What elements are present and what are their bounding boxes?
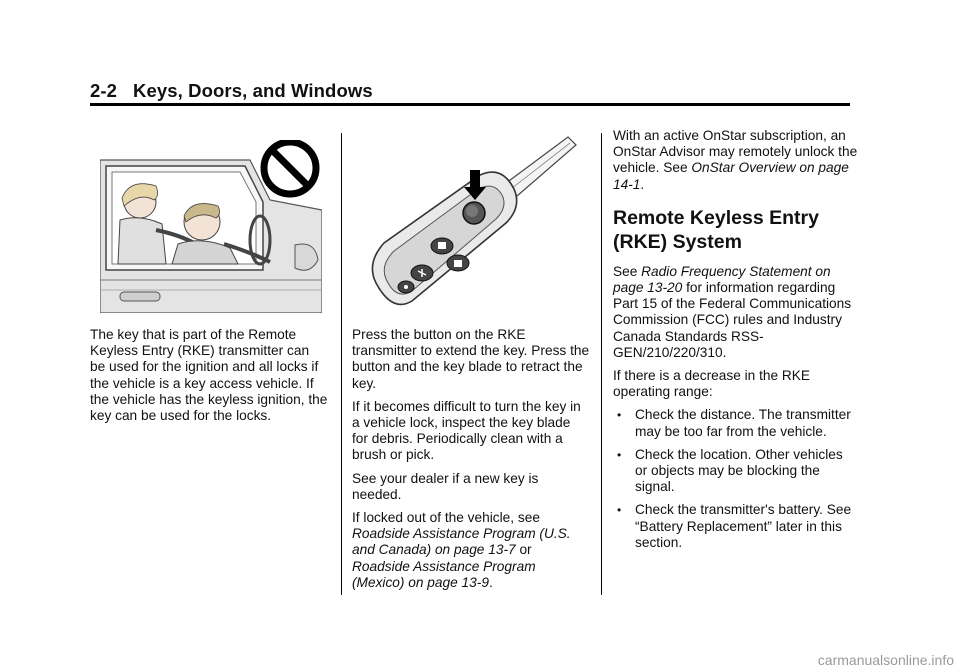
bullet-icon: • — [617, 408, 622, 423]
column-1 — [90, 327, 328, 431]
bullet-icon: • — [617, 503, 622, 518]
column-divider-left — [341, 133, 342, 595]
range-intro-paragraph: If there is a decrease in the RKE operating range: — [613, 368, 811, 400]
rke-system-heading: Remote Keyless Entry (RKE) System — [613, 206, 819, 253]
fcc-paragraph: See Radio Frequency Statement on page 13-20 for information regarding Part 15 of the Federal Communications Commission (FCC) rules and Industry Canada Standards RSS-GEN/210/220/310. — [613, 263, 852, 360]
key-description-paragraph: The key that is part of the Remote Keyless Entry (RKE) transmitter can be used for the ignition and all locks if the vehicle is a key access vehicle. If the vehicle has the keyless ignition, the key can be used for the locks. — [90, 327, 328, 424]
onstar-paragraph: With an active OnStar subscription, an OnStar Advisor may remotely unlock the vehicle. See OnStar Overview on page 14-1. — [613, 128, 858, 192]
page-header — [90, 80, 850, 102]
list-item: • Check the location. Other vehicles or objects may be blocking the signal. — [617, 446, 843, 495]
column-divider-right — [601, 133, 602, 595]
section-title: Keys, Doors, and Windows — [133, 80, 373, 101]
onstar-overview-link[interactable]: OnStar Overview on page 14-1 — [613, 160, 849, 192]
list-item: • Check the distance. The transmitter may be too far from the vehicle. — [617, 407, 851, 439]
range-checklist — [613, 407, 858, 551]
column-3 — [613, 128, 858, 558]
children-in-car-illustration — [100, 140, 322, 313]
radio-frequency-link[interactable]: Radio Frequency Statement on page 13-20 — [613, 263, 831, 296]
roadside-mexico-link[interactable]: Roadside Assistance Program (Mexico) on page 13-9 — [352, 558, 536, 590]
page-number: 2-2 — [90, 80, 118, 101]
watermark: carmanualsonline.info — [817, 652, 954, 668]
roadside-us-canada-link[interactable]: Roadside Assistance Program (U.S. and Canada) on page 13-7 — [352, 526, 571, 558]
locked-out-paragraph: If locked out of the vehicle, see Roadside Assistance Program (U.S. and Canada) on page 13-7 or Roadside Assistance Program (Mexico) on page 13-9. — [352, 510, 571, 590]
new-key-paragraph: See your dealer if a new key is needed. — [352, 470, 539, 502]
extend-key-paragraph: Press the button on the RKE transmitter to extend the key. Press the button and the key blade to retract the key. — [352, 327, 590, 391]
bullet-icon: • — [617, 447, 622, 462]
column-2 — [352, 327, 590, 598]
rke-transmitter-illustration — [362, 133, 580, 318]
debris-paragraph: If it becomes difficult to turn the key in a vehicle lock, inspect the key blade for debris. Periodically clean with a brush or pick. — [352, 398, 581, 463]
list-item: • Check the transmitter's battery. See “Battery Replacement” later in this section. — [617, 502, 852, 550]
header-rule — [90, 103, 850, 106]
